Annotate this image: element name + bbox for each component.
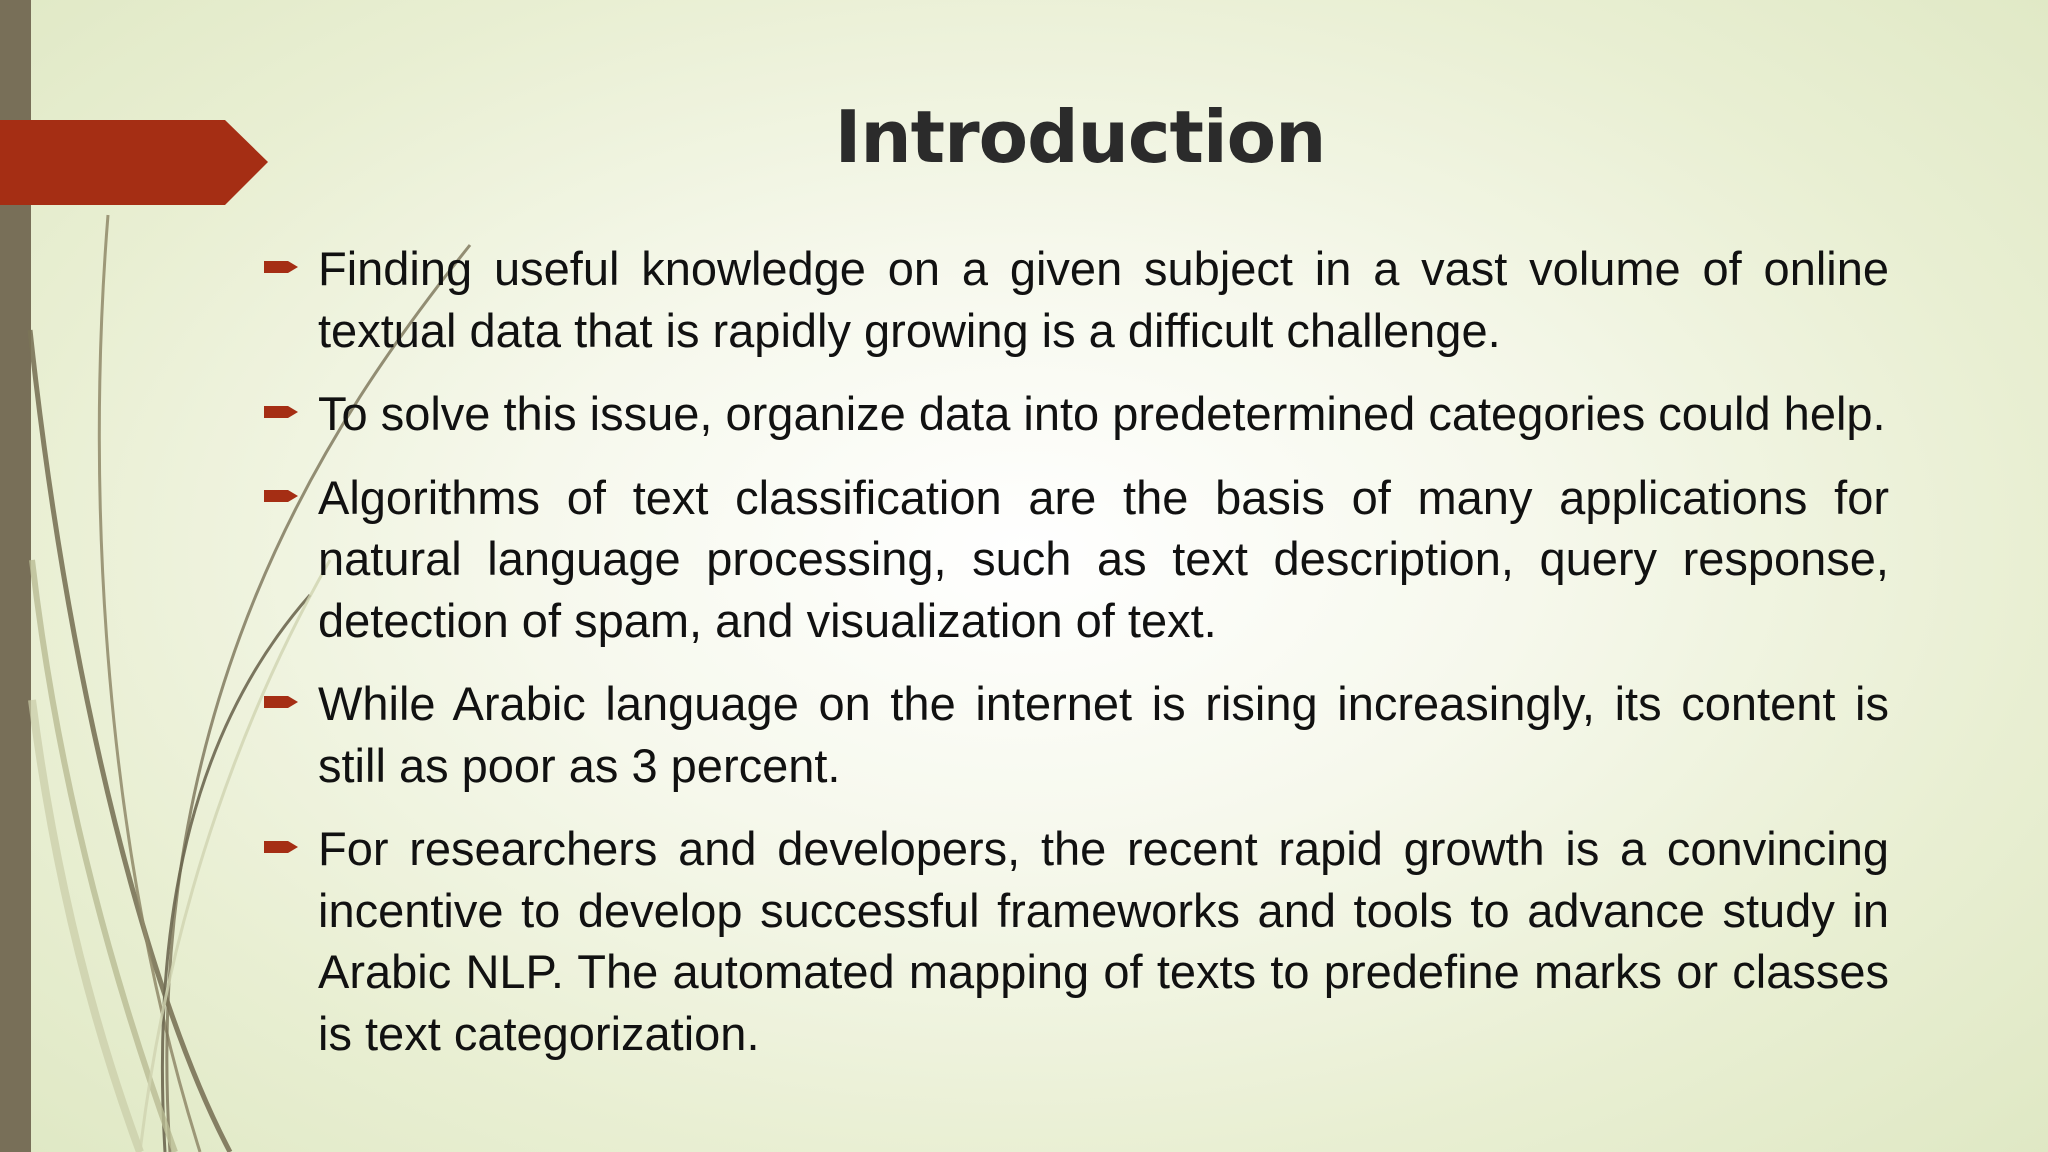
bullet-item <box>262 238 1889 361</box>
bullet-item <box>262 818 1889 1064</box>
bullet-text: To solve this issue, organize data into predetermined categories could help. <box>318 387 1886 440</box>
bullet-item <box>262 383 1889 445</box>
arrow-bullet-icon <box>264 690 302 714</box>
stem-curve <box>99 215 200 1152</box>
title-accent-arrow <box>0 120 268 205</box>
bullet-text: Algorithms of text classification are the basis of many applications for natural language processing, such as text description, query response, detection of spam, and visualization of text. <box>318 470 1889 647</box>
bullet-item <box>262 467 1889 652</box>
bullet-text: For researchers and developers, the recent rapid growth is a convincing incentive to develop successful frameworks and tools to advance study in Arabic NLP. The automated mapping of texts to predefine marks or classes is text categorization. <box>318 822 1889 1060</box>
slide-title: Introduction <box>834 95 1326 179</box>
bullet-list <box>262 238 1889 1086</box>
bullet-item <box>262 673 1889 796</box>
arrow-bullet-icon <box>264 484 302 508</box>
bullet-text: While Arabic language on the internet is rising increasingly, its content is still as poor as 3 percent. <box>318 677 1889 792</box>
bullet-text: Finding useful knowledge on a given subject in a vast volume of online textual data that is rapidly growing is a difficult challenge. <box>318 242 1889 357</box>
arrow-bullet-icon <box>264 255 302 279</box>
arrow-bullet-icon <box>264 835 302 859</box>
stem-curve <box>32 700 140 1152</box>
arrow-bullet-icon <box>264 400 302 424</box>
